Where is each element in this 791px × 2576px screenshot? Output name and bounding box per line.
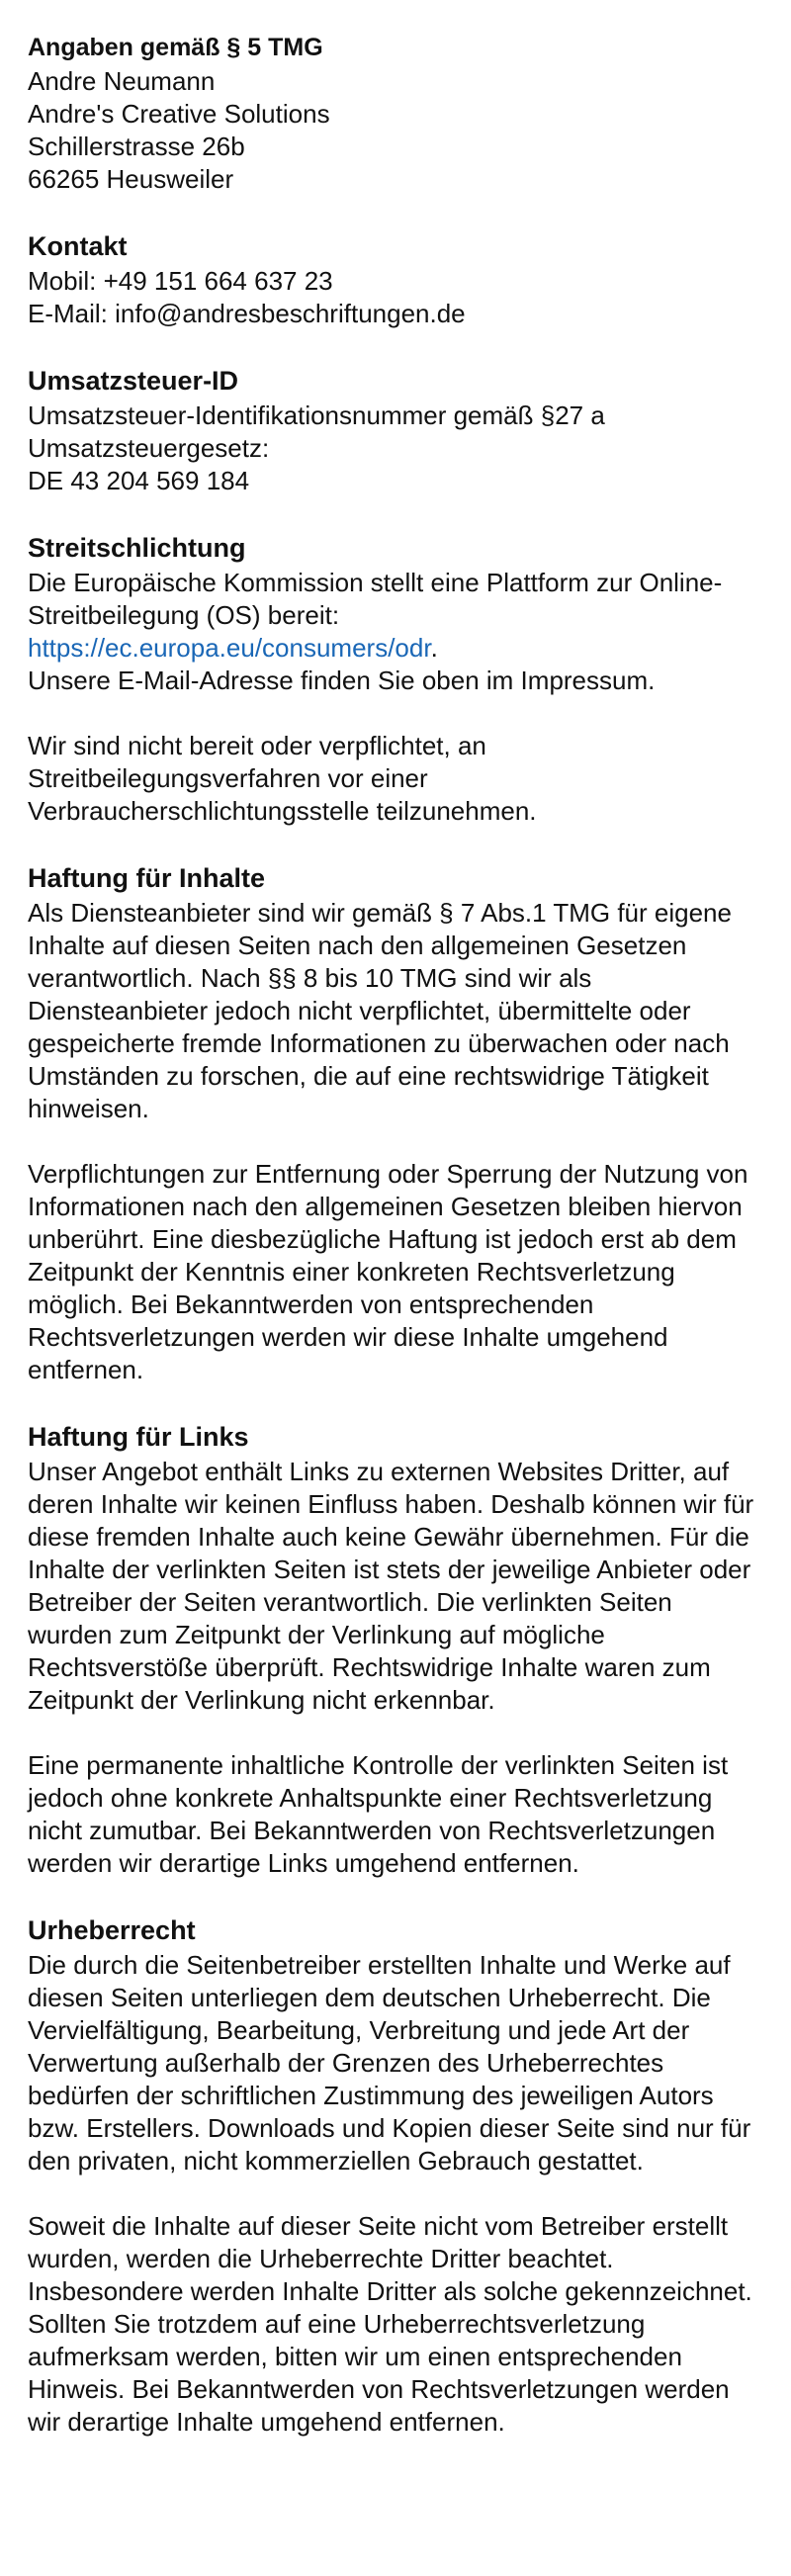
haftung-inhalte-paragraph-2: Verpflichtungen zur Entfernung oder Sperrung der Nutzung von Informationen nach den allgemeinen Gesetzen bleiben hiervon unberührt. Eine diesbezügliche Haftung ist jedoch erst ab dem Zeitpunkt der Kenntnis einer konkreten Rechtsverletzung möglich. Bei Bekanntwerden von entsprechenden Rechtsverletzungen werden wir diese Inhalte umgehend entfernen.	[28, 1159, 748, 1384]
section-kontakt	[28, 229, 763, 330]
ustid-number: DE 43 204 569 184	[28, 466, 250, 495]
streit-paragraph-2: Wir sind nicht bereit oder verpflichtet, an Streitbeilegungsverfahren vor einer Verbraucherschlichtungsstelle teilzunehmen.	[28, 731, 537, 826]
haftung-links-paragraph-1: Unser Angebot enthält Links zu externen Websites Dritter, auf deren Inhalte wir keinen Einfluss haben. Deshalb können wir für diese fremden Inhalte auch keine Gewähr übernehmen. Für die Inhalte der verlinkten Seiten ist stets der jeweilige Anbieter oder Betreiber der Seiten verantwortlich. Die verlinkten Seiten wurden zum Zeitpunkt der Verlinkung auf mögliche Rechtsverstöße überprüft. Rechtswidrige Inhalte waren zum Zeitpunkt der Verlinkung nicht erkennbar.	[28, 1457, 754, 1715]
heading-streitschlichtung: Streitschlichtung	[28, 533, 246, 563]
heading-haftung-inhalte: Haftung für Inhalte	[28, 863, 265, 893]
urheberrecht-paragraph-1: Die durch die Seitenbetreiber erstellten Inhalte und Werke auf diesen Seiten unterliegen dem deutschen Urheberrecht. Die Vervielfältigung, Bearbeitung, Verbreitung und jede Art der Verwertung außerhalb der Grenzen des Urheberrechtes bedürfen der schriftlichen Zustimmung des jeweiligen Autors bzw. Erstellers. Downloads und Kopien dieser Seite sind nur für den privaten, nicht kommerziellen Gebrauch gestattet.	[28, 1950, 751, 2176]
owner-name: Andre Neumann	[28, 66, 216, 96]
streit-email-hint: Unsere E-Mail-Adresse finden Sie oben im Impressum.	[28, 666, 656, 695]
ustid-label-line2: Umsatzsteuergesetz:	[28, 433, 270, 463]
haftung-inhalte-paragraph-1: Als Diensteanbieter sind wir gemäß § 7 Abs.1 TMG für eigene Inhalte auf diesen Seiten nach den allgemeinen Gesetzen verantwortlich. Nach §§ 8 bis 10 TMG sind wir als Diensteanbieter jedoch nicht verpflichtet, übermittelte oder gespeicherte fremde Informationen zu überwachen oder nach Umständen zu forschen, die auf eine rechtswidrige Tätigkeit hinweisen.	[28, 898, 732, 1123]
street-address: Schillerstrasse 26b	[28, 132, 245, 161]
heading-impressum: Angaben gemäß § 5 TMG	[28, 34, 323, 61]
heading-ustid: Umsatzsteuer-ID	[28, 366, 239, 396]
haftung-links-paragraph-2: Eine permanente inhaltliche Kontrolle der verlinkten Seiten ist jedoch ohne konkrete Anhaltspunkte einer Rechtsverletzung nicht zumutbar. Bei Bekanntwerden von Rechtsverletzungen werden wir derartige Links umgehend entfernen.	[28, 1750, 729, 1878]
odr-link-period: .	[430, 633, 438, 663]
heading-kontakt: Kontakt	[28, 231, 128, 261]
section-impressum	[28, 32, 763, 196]
contact-email: E-Mail: info@andresbeschriftungen.de	[28, 299, 466, 328]
section-ustid	[28, 364, 763, 497]
city-address: 66265 Heusweiler	[28, 164, 234, 194]
company-name: Andre's Creative Solutions	[28, 99, 330, 129]
heading-urheberrecht: Urheberrecht	[28, 1915, 196, 1945]
heading-haftung-links: Haftung für Links	[28, 1422, 249, 1452]
streit-intro-text: Die Europäische Kommission stellt eine Plattform zur Online-Streitbeilegung (OS) bereit:	[28, 568, 723, 630]
odr-link[interactable]: https://ec.europa.eu/consumers/odr	[28, 633, 431, 663]
section-urheberrecht	[28, 1913, 763, 2439]
contact-phone: Mobil: +49 151 664 637 23	[28, 266, 333, 296]
streit-paragraph-1	[28, 567, 763, 697]
section-haftung-links	[28, 1420, 763, 1880]
ustid-label-line1: Umsatzsteuer-Identifikationsnummer gemäß §27 a	[28, 400, 605, 430]
urheberrecht-paragraph-2: Soweit die Inhalte auf dieser Seite nicht vom Betreiber erstellt wurden, werden die Urheberrechte Dritter beachtet. Insbesondere werden Inhalte Dritter als solche gekennzeichnet. Sollten Sie trotzdem auf eine Urheberrechtsverletzung aufmerksam werden, bitten wir um einen entsprechenden Hinweis. Bei Bekanntwerden von Rechtsverletzungen werden wir derartige Inhalte umgehend entfernen.	[28, 2211, 752, 2437]
section-haftung-inhalte	[28, 861, 763, 1386]
section-streitschlichtung	[28, 531, 763, 828]
